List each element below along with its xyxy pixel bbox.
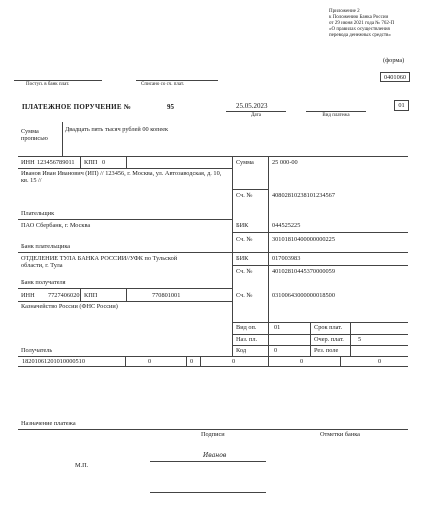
- amount-words-divider: [62, 122, 63, 156]
- appendix-block: [329, 9, 394, 39]
- debited-label: Списано со сч. плат.: [141, 82, 185, 87]
- grid-line-payerbank: [18, 252, 408, 253]
- grid-line-kod: [232, 345, 408, 346]
- grid-line-tax: [18, 366, 408, 367]
- payer-bank-label: Банк плательщика: [21, 243, 71, 250]
- payer-bank-account: 30101810400000000225: [272, 236, 335, 243]
- tax-field: 0: [148, 358, 152, 365]
- tax-divider: [186, 356, 187, 366]
- appendix-line: «О правилах осуществления: [329, 27, 390, 32]
- amount-words-value: Двадцать пять тысяч рублей 00 копеек: [65, 126, 169, 133]
- order-title: ПЛАТЕЖНОЕ ПОРУЧЕНИЕ №: [22, 103, 132, 111]
- received-line: [14, 80, 102, 81]
- payee-bik-label: БИК: [236, 255, 249, 262]
- amount-words-label: Сумма прописью: [21, 128, 48, 143]
- payer-account-label: Сч. №: [236, 192, 253, 199]
- grid-line-payee-inn: [18, 301, 232, 302]
- appendix-line: Приложение 2: [329, 9, 360, 14]
- payer-bik: 044525225: [272, 222, 301, 229]
- received-label: Поступ. в банк плат.: [26, 82, 70, 87]
- payer-name: Иванов Иван Иванович (ИП) // 123456, г. Москва, ул. Автозаводская, д. 10, кв. 15 //: [21, 170, 222, 185]
- signature-line-1: [150, 461, 266, 462]
- payee-bank-account: 40102810445370000059: [272, 268, 335, 275]
- tax-field: 0: [190, 358, 194, 365]
- payee-label: Получатель: [21, 347, 53, 354]
- tax-field-kbk: 18201061201010000510: [22, 358, 85, 365]
- amount-value: 25 000-00: [272, 159, 298, 166]
- tax-divider: [340, 356, 341, 366]
- debited-line: [136, 80, 218, 81]
- tax-divider: [125, 356, 126, 366]
- ochered-label: Очер. плат.: [314, 336, 344, 343]
- kod-value: 0: [274, 347, 278, 354]
- grid-line-payeebank: [18, 288, 232, 289]
- payer-account: 40802810238101234567: [272, 192, 335, 199]
- signature: Иванов: [203, 452, 227, 459]
- purpose-label: Назначение платежа: [21, 420, 76, 427]
- grid-line-1: [18, 156, 408, 157]
- payee-kpp: 770801001: [152, 292, 181, 299]
- order-date: 25.05.2023: [236, 102, 268, 110]
- tax-field: 0: [232, 358, 236, 365]
- payee-bank-account-label: Сч. №: [236, 268, 253, 275]
- appendix-line: от 29 июня 2021 года № 762-П: [329, 21, 395, 26]
- payee-inn-label: ИНН: [21, 292, 35, 299]
- grid-line-inn: [18, 168, 232, 169]
- payee-kpp-label: КПП: [84, 292, 98, 299]
- vid-op-label: Вид оп.: [236, 324, 257, 331]
- tax-divider: [268, 356, 269, 366]
- grid-line-sum: [232, 189, 268, 190]
- grid-line-payee: [18, 356, 408, 357]
- form-code-box: 0401060: [380, 72, 410, 82]
- form-label: (форма): [383, 57, 405, 64]
- payee-inn: 7727406020: [48, 292, 80, 299]
- payee-account: 03100643000000018500: [272, 292, 335, 299]
- grid-vline-main: [232, 156, 233, 356]
- rez-label: Рез. поле: [314, 347, 339, 354]
- date-line: [226, 111, 286, 112]
- grid-line-payer: [18, 219, 232, 220]
- date-label: Дата: [251, 113, 261, 118]
- signature-line-2: [150, 492, 266, 493]
- stamp-label: М.П.: [75, 462, 89, 469]
- grid-vline-values: [268, 156, 269, 356]
- order-number: 95: [167, 103, 174, 111]
- payer-inn: 123456789011: [37, 159, 75, 166]
- tax-field: 0: [300, 358, 304, 365]
- grid-vline-payee-kpp: [126, 288, 127, 301]
- grid-line-bik2: [232, 265, 408, 266]
- appendix-line: перевода денежных средств»: [329, 33, 391, 38]
- srok-label: Срок плат.: [314, 324, 343, 331]
- kod-label: Код: [236, 347, 247, 354]
- payee-bank-name: ОТДЕЛЕНИЕ ТУЛА БАНКА РОССИИ//УФК по Тульской области, г. Тула: [21, 255, 178, 270]
- payee-name: Казначейство России (ФНС России): [21, 303, 118, 310]
- payer-label: Плательщик: [21, 210, 55, 217]
- payee-account-label: Сч. №: [236, 292, 253, 299]
- grid-vline-details: [310, 322, 311, 356]
- vid-op-value: 01: [274, 324, 281, 331]
- payer-inn-label: ИНН: [21, 159, 35, 166]
- ochered-value: 5: [358, 336, 362, 343]
- grid-vline-inn: [80, 156, 81, 168]
- payee-bik: 017003983: [272, 255, 301, 262]
- status-code-box: 01: [394, 100, 409, 111]
- tax-divider: [200, 356, 201, 366]
- payer-kpp: 0: [102, 159, 106, 166]
- payee-bank-label: Банк получателя: [21, 279, 66, 286]
- grid-vline-details2: [350, 322, 351, 356]
- grid-vline-payee-inn: [80, 288, 81, 301]
- grid-vline-kpp: [126, 156, 127, 168]
- grid-line-nazpl: [232, 334, 408, 335]
- payer-bik-label: БИК: [236, 222, 249, 229]
- payer-bank-name: ПАО Сбербанк, г. Москва: [21, 222, 91, 229]
- grid-line-bik1: [232, 232, 408, 233]
- amount-label: Сумма: [236, 159, 254, 166]
- payment-type-line: [306, 111, 366, 112]
- payer-bank-account-label: Сч. №: [236, 236, 253, 243]
- appendix-line: к Положению Банка России: [329, 15, 389, 20]
- tax-field: 0: [378, 358, 382, 365]
- signatures-label: Подписи: [201, 431, 225, 438]
- naz-pl-label: Наз. пл.: [236, 336, 258, 343]
- purpose-line: [18, 429, 408, 430]
- grid-line-vidop: [232, 322, 408, 323]
- payment-type-label: Вид платежа: [322, 113, 350, 118]
- payer-kpp-label: КПП: [84, 159, 98, 166]
- bank-marks-label: Отметки банка: [320, 431, 360, 438]
